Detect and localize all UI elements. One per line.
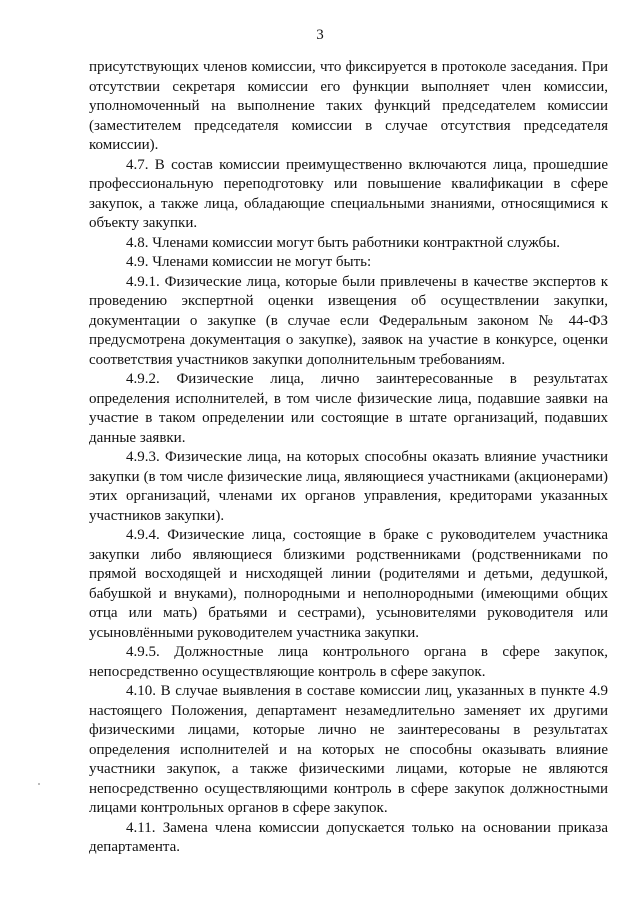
paragraph-4-9-4: 4.9.4. Физические лица, состоящие в браке с руководителем участника закупки либо являющиеся близкими родственниками (родственниками по прямой восходящей и нисходящей линии (родителями и детьми, дедушкой, бабушкой и внуками), полнородными и неполнородными (имеющими общих отца или мать) братьями и сестрами), усыновителями руководителя или усыновлёнными руководителем участника закупки. <box>89 527 608 641</box>
paragraph-4-10: 4.10. В случае выявления в составе комиссии лиц, указанных в пункте 4.9 настоящего Положения, департамент незамедлительно заменяет их другими физическими лицами, которые лично не заинтересованы в результатах определения исполнителей и на которых не способны оказывать влияние участники закупок, а также физическими лицами, которые не являются непосредственно осуществляющими контроль в сфере закупок должностными лицами контрольных органов в сфере закупок. <box>89 683 608 816</box>
paragraph-4-9: 4.9. Членами комиссии не могут быть: <box>126 254 372 270</box>
document-body <box>89 58 608 858</box>
paragraph-4-9-3: 4.9.3. Физические лица, на которых способны оказать влияние участники закупки (в том числе физические лица, являющиеся участниками (акционерами) этих организаций, членами их органов управления, кредиторами указанных участников закупки). <box>89 449 608 524</box>
scan-speck <box>38 783 40 785</box>
paragraph-4-9-2: 4.9.2. Физические лица, лично заинтересованные в результатах определения исполнителей, в том числе физические лица, подавшие заявки на участие в таком определении или состоящие в штате организаций, подавших данные заявки. <box>89 371 608 446</box>
paragraph-4-9-1: 4.9.1. Физические лица, которые были привлечены в качестве экспертов к проведению экспертной оценки извещения об осуществлении закупки, документации о закупке (в случае если Федеральным законом № 44-ФЗ предусмотрена документация о закупке), заявок на участие в конкурсе, оценки соответствия участников закупки дополнительным требованиям. <box>89 273 608 368</box>
page-number: 3 <box>316 27 324 43</box>
paragraph-continuation: присутствующих членов комиссии, что фиксируется в протоколе заседания. При отсутствии секретаря комиссии его функции выполняет член комиссии, уполномоченный на выполнение таких функций председателем комиссии (заместителем председателя комиссии в случае отсутствия председателя комиссии). <box>89 59 608 153</box>
paragraph-4-9-5: 4.9.5. Должностные лица контрольного органа в сфере закупок, непосредственно осуществляющие контроль в сфере закупок. <box>89 644 608 680</box>
paragraph-4-7: 4.7. В состав комиссии преимущественно включаются лица, прошедшие профессиональную переподготовку или повышение квалификации в сфере закупок, а также лица, обладающие специальными знаниями, относящимися к объекту закупки. <box>89 156 608 231</box>
paragraph-4-8: 4.8. Членами комиссии могут быть работники контрактной службы. <box>126 234 561 251</box>
paragraph-4-11: 4.11. Замена члена комиссии допускается только на основании приказа департамента. <box>89 819 608 855</box>
